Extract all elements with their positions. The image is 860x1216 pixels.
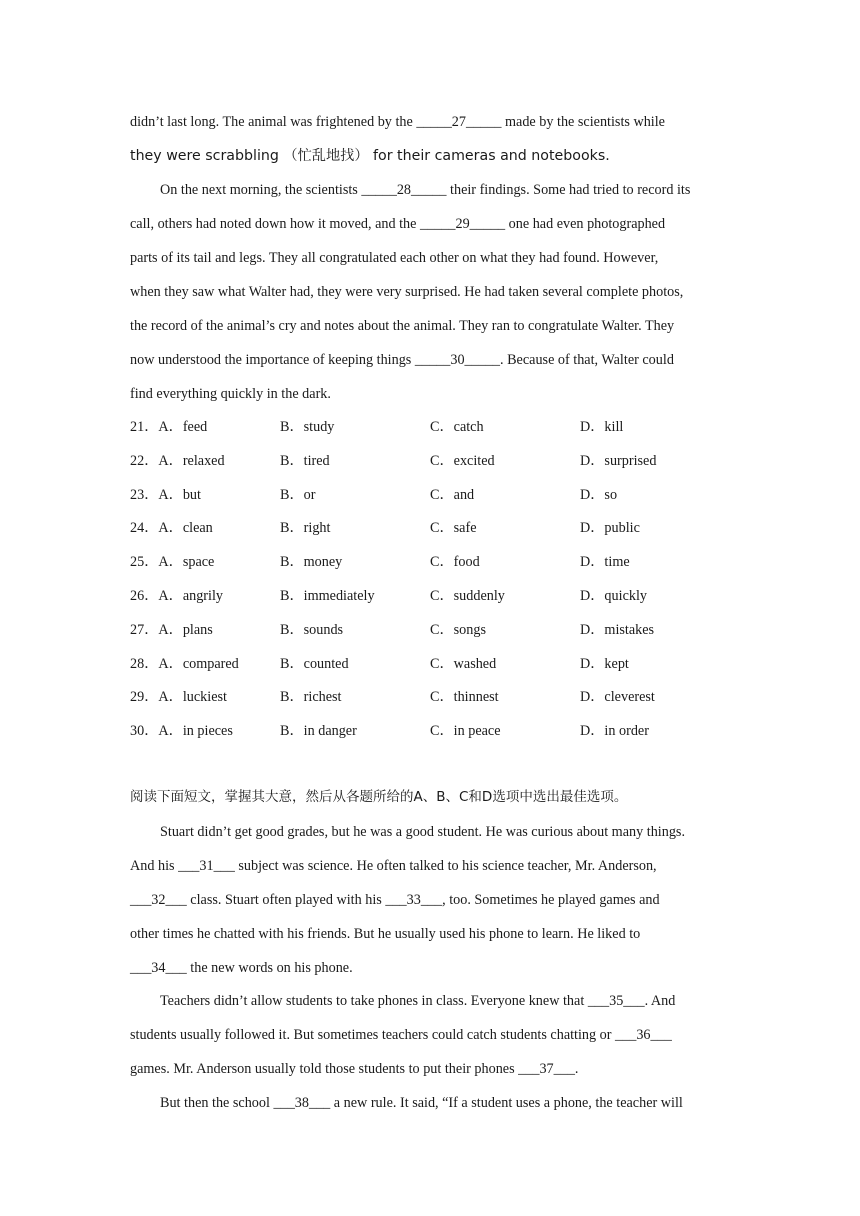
option-cell [280, 586, 375, 606]
option-a: A．luckiest [158, 689, 227, 706]
option-cell [130, 451, 225, 471]
option-cell [430, 552, 480, 572]
option-cell [430, 451, 495, 471]
passage-line [130, 1025, 672, 1045]
option-d: D．in order [580, 723, 649, 740]
option-cell [580, 620, 654, 640]
passage-text: the record of the animal’s cry and notes about the animal. They ran to congratulate Walter. They [130, 318, 675, 334]
option-c: C．songs [430, 621, 486, 638]
passage-line [160, 822, 685, 842]
instruction-text: 阅读下面短文，掌握其大意，然后从各题所给的A、B、C和D选项中选出最佳选项。 [130, 789, 628, 805]
passage-line [130, 890, 660, 910]
blank-number: ___37___ [518, 1061, 575, 1077]
passage-text: . [574, 1061, 579, 1077]
question-number: 26． [130, 588, 159, 604]
passage-text: when they saw what Walter had, they were very surprised. He had taken several complete photos, [130, 284, 684, 300]
option-cell [580, 485, 617, 505]
passage-line [130, 958, 353, 978]
option-cell [130, 586, 223, 606]
option-cell [580, 417, 623, 437]
passage-line [130, 350, 674, 370]
question-number: 28． [130, 655, 159, 672]
option-a: A．space [158, 554, 215, 571]
option-d: D．cleverest [580, 689, 655, 706]
option-a: A．feed [158, 419, 208, 435]
passage-text: other times he chatted with his friends. But he usually used his phone to learn. He liked to [130, 926, 641, 942]
option-c: C．catch [430, 419, 484, 435]
blank-number: ___33___ [385, 892, 443, 908]
question-row [130, 417, 730, 437]
option-cell [430, 620, 486, 640]
option-a: A．plans [158, 621, 213, 638]
option-cell [280, 654, 349, 674]
question-row [130, 586, 730, 606]
option-cell [580, 721, 649, 741]
blank-number: ___32___ [130, 892, 187, 908]
option-b: B．money [280, 554, 343, 571]
passage-text: class. Stuart often played with his [186, 892, 386, 908]
blank-number: _____30_____ [414, 352, 500, 368]
blank-number: _____27_____ [416, 114, 502, 130]
option-b: B．richest [280, 689, 342, 706]
option-cell [580, 451, 656, 471]
blank-number: _____29_____ [420, 216, 506, 232]
option-cell [430, 654, 496, 674]
option-cell [130, 654, 239, 674]
option-cell [130, 620, 213, 640]
passage-text: On the next morning, the scientists [160, 182, 362, 198]
option-b: B．in danger [280, 723, 357, 740]
passage-text: find everything quickly in the dark. [130, 386, 331, 402]
passage-text: But then the school [160, 1095, 274, 1111]
passage-line [130, 146, 610, 166]
passage-line [130, 1059, 578, 1079]
question-row [130, 451, 730, 471]
option-d: D．surprised [580, 452, 657, 469]
option-cell [580, 552, 630, 572]
option-cell [430, 687, 499, 707]
option-a: A．angrily [158, 588, 224, 604]
option-c: C．excited [430, 452, 495, 469]
passage-line [160, 991, 675, 1011]
option-cell [280, 417, 334, 437]
option-d: D．so [580, 486, 618, 503]
option-cell [430, 721, 501, 741]
option-d: D．quickly [580, 588, 647, 604]
option-b: B．tired [280, 452, 330, 469]
option-c: C．in peace [430, 723, 501, 740]
option-d: D．mistakes [580, 621, 655, 638]
passage-line [130, 282, 683, 302]
option-a: A．relaxed [158, 452, 225, 469]
passage-text: Teachers didn’t allow students to take phones in class. Everyone knew that [160, 993, 588, 1009]
passage-text: made by the scientists while [501, 114, 665, 130]
option-a: A．compared [158, 655, 239, 672]
option-cell [280, 721, 357, 741]
option-cell [130, 552, 214, 572]
blank-number: ___34___ [130, 960, 187, 976]
question-number: 30． [130, 723, 159, 740]
option-cell [130, 721, 233, 741]
option-cell [580, 654, 629, 674]
option-cell [580, 687, 655, 707]
option-d: D．time [580, 554, 630, 571]
passage-text: now understood the importance of keeping things [130, 352, 415, 368]
option-a: A．in pieces [158, 723, 233, 740]
option-cell [280, 518, 330, 538]
passage-text: games. Mr. Anderson usually told those students to put their phones [130, 1061, 519, 1077]
option-cell [280, 552, 342, 572]
passage-line [130, 112, 665, 132]
blank-number: ___38___ [273, 1095, 331, 1111]
passage-text: one had even photographed [505, 216, 666, 232]
option-cell [430, 417, 484, 437]
option-cell [580, 518, 640, 538]
passage-text: And his [130, 858, 179, 874]
option-b: B．study [280, 419, 335, 435]
option-b: B．sounds [280, 621, 344, 638]
option-d: D．kill [580, 419, 624, 435]
question-number: 24． [130, 520, 159, 537]
option-cell [280, 485, 315, 505]
question-row [130, 518, 730, 538]
blank-number: _____28_____ [361, 182, 447, 198]
option-cell [430, 485, 474, 505]
option-cell [130, 485, 201, 505]
option-c: C．suddenly [430, 588, 505, 604]
option-cell [280, 620, 343, 640]
option-cell [130, 417, 207, 437]
blank-number: ___31___ [178, 858, 235, 874]
option-cell [130, 687, 227, 707]
passage-text: subject was science. He often talked to his science teacher, Mr. Anderson, [234, 858, 657, 874]
question-number: 22． [130, 452, 159, 469]
passage-text: parts of its tail and legs. They all congratulated each other on what they had found. However, [130, 250, 659, 266]
passage-line [130, 214, 665, 234]
passage-line [130, 248, 658, 268]
question-number: 21． [130, 419, 159, 435]
option-c: C．and [430, 486, 475, 503]
option-b: B．right [280, 520, 331, 537]
option-cell [430, 518, 477, 538]
option-cell [280, 451, 330, 471]
option-a: A．clean [158, 520, 213, 537]
passage-line [160, 180, 690, 200]
option-cell [130, 518, 213, 538]
option-a: A．but [158, 486, 201, 503]
passage-line [130, 384, 331, 404]
question-row [130, 721, 730, 741]
option-c: C．washed [430, 655, 497, 672]
passage-line [160, 1093, 683, 1113]
option-c: C．food [430, 554, 480, 571]
passage-line [130, 856, 657, 876]
passage-text: call, others had noted down how it moved, and the [130, 216, 420, 232]
option-b: B．counted [280, 655, 349, 672]
option-cell [580, 586, 647, 606]
passage-text: Stuart didn’t get good grades, but he was a good student. He was curious about many things. [160, 824, 685, 840]
question-number: 23． [130, 486, 159, 503]
option-cell [280, 687, 341, 707]
question-number: 25． [130, 554, 159, 571]
question-row [130, 485, 730, 505]
question-row [130, 687, 730, 707]
question-row [130, 620, 730, 640]
passage-text: their findings. Some had tried to record its [446, 182, 691, 198]
question-row [130, 654, 730, 674]
question-number: 29． [130, 689, 159, 706]
passage-text: didn’t last long. The animal was frightened by the [130, 114, 417, 130]
passage-line [130, 316, 674, 336]
option-b: B．or [280, 486, 316, 503]
passage-text: a new rule. It said, “If a student uses a phone, the teacher will [330, 1095, 683, 1111]
option-c: C．thinnest [430, 689, 499, 706]
question-row [130, 552, 730, 572]
blank-number: ___36___ [615, 1027, 672, 1043]
passage-text: the new words on his phone. [186, 960, 353, 976]
option-cell [430, 586, 505, 606]
passage-text: students usually followed it. But sometimes teachers could catch students chatting or [130, 1027, 616, 1043]
question-number: 27． [130, 621, 159, 638]
option-d: D．public [580, 520, 640, 537]
passage-text: . And [644, 993, 676, 1009]
passage-line [130, 924, 640, 944]
blank-number: ___35___ [587, 993, 645, 1009]
option-c: C．safe [430, 520, 477, 537]
passage-text: , too. Sometimes he played games and [442, 892, 660, 908]
option-d: D．kept [580, 655, 629, 672]
passage-text: they were scrabbling （忙乱地找） for their cameras and notebooks. [130, 148, 610, 164]
passage-text: . Because of that, Walter could [500, 352, 674, 368]
option-b: B．immediately [280, 588, 375, 604]
